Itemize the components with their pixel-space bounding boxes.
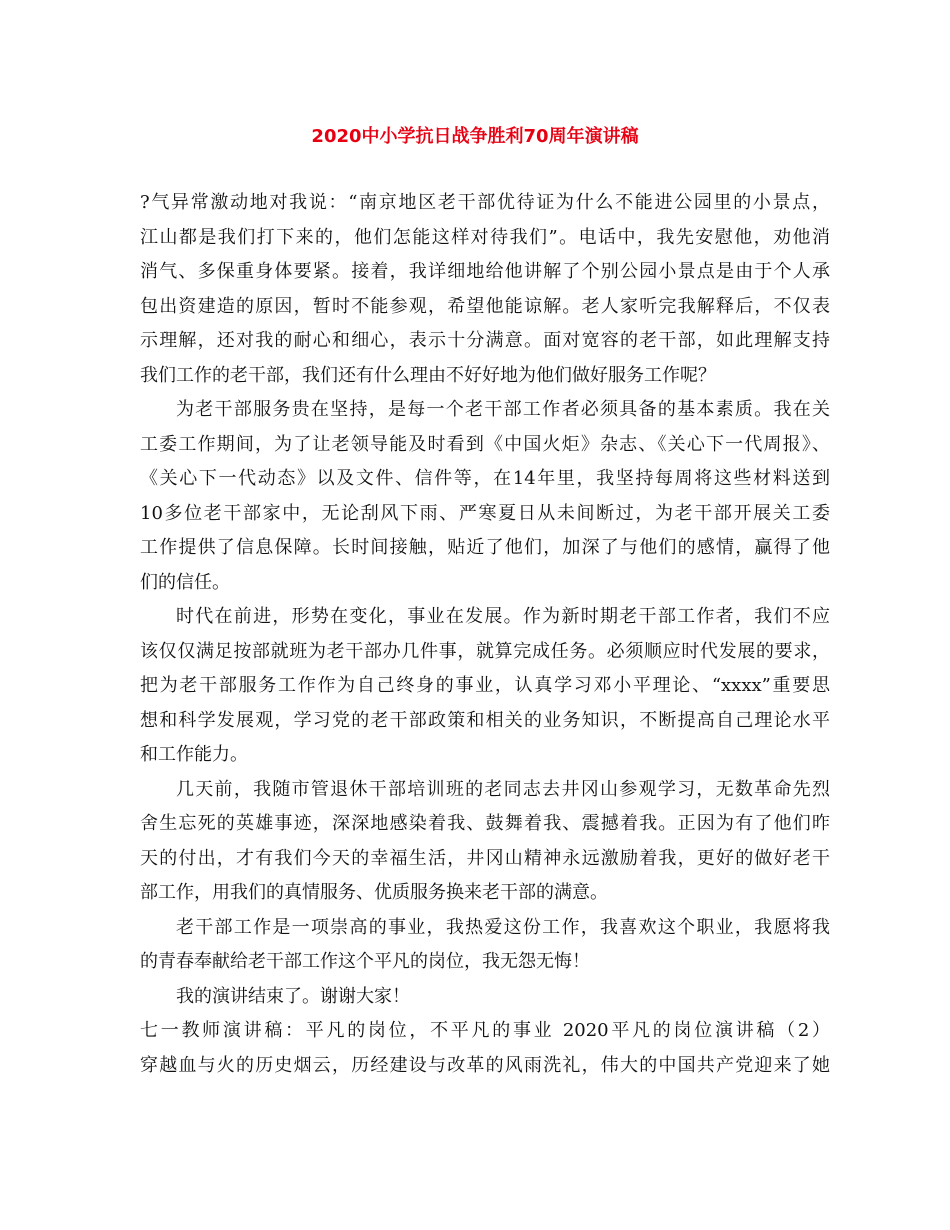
text-line: 10多位老干部家中，无论刮风下雨、严寒夏日从未间断过，为老干部开展关工委 xyxy=(140,502,830,524)
text-line: 穿越血与火的历史烟云，历经建设与改革的风雨洗礼，伟大的中国共产党迎来了她 xyxy=(140,1054,830,1076)
paragraph-first-line: 为老干部服务贵在坚持，是每一个老干部工作者必须具备的基本素质。我在关 xyxy=(176,399,830,420)
text-line: 示理解，还对我的耐心和细心，表示十分满意。面对宽容的老干部，如此理解支持 xyxy=(140,330,830,351)
text-line: 们的信任。 xyxy=(140,571,230,593)
document-body xyxy=(140,186,830,1083)
text-line: 该仅仅满足按部就班为老干部办几件事，就算完成任务。必须顺应时代发展的要求， xyxy=(140,640,830,662)
text-line: 我们工作的老干部，我们还有什么理由不好好地为他们做好服务工作呢？ xyxy=(140,364,716,386)
text-line: 工委工作期间，为了让老领导能及时看到《中国火炬》杂志、《关心下一代周报》、 xyxy=(140,433,830,455)
text-line: 的青春奉献给老干部工作这个平凡的岗位，我无怨无悔！ xyxy=(140,951,590,972)
subheading-line: 七一教师演讲稿：平凡的岗位，不平凡的事业 2020平凡的岗位演讲稿（2） xyxy=(140,1020,830,1041)
paragraph-first-line: 几天前，我随市管退休干部培训班的老同志去井冈山参观学习，无数革命先烈 xyxy=(176,778,830,800)
text-line: 消气、多保重身体要紧。接着，我详细地给他讲解了个别公园小景点是由于个人承 xyxy=(140,261,830,282)
paragraph-first-line: 我的演讲结束了。谢谢大家！ xyxy=(176,985,410,1007)
text-line: 包出资建造的原因，暂时不能参观，希望他能谅解。老人家听完我解释后，不仅表 xyxy=(140,295,830,317)
text-line: 江山都是我们打下来的，他们怎能这样对待我们”。电话中，我先安慰他，劝他消 xyxy=(140,226,830,248)
text-line: 部工作，用我们的真情服务、优质服务换来老干部的满意。 xyxy=(140,882,608,903)
paragraph-first-line: 时代在前进，形势在变化，事业在发展。作为新时期老干部工作者，我们不应 xyxy=(176,606,830,627)
text-line: 舍生忘死的英雄事迹，深深地感染着我、鼓舞着我、震撼着我。正因为有了他们昨 xyxy=(140,813,830,834)
text-line: 想和科学发展观，学习党的老干部政策和相关的业务知识，不断提高自己理论水平 xyxy=(140,709,830,731)
text-line: 工作提供了信息保障。长时间接触，贴近了他们，加深了与他们的感情，赢得了他 xyxy=(140,537,830,558)
text-line: 《关心下一代动态》以及文件、信件等，在14年里，我坚持每周将这些材料送到 xyxy=(140,468,830,489)
text-line: 和工作能力。 xyxy=(140,744,248,765)
text-line: ?气异常激动地对我说：“南京地区老干部优待证为什么不能进公园里的小景点， xyxy=(140,192,830,213)
paragraph-first-line: 老干部工作是一项崇高的事业，我热爱这份工作，我喜欢这个职业，我愿将我 xyxy=(176,916,830,938)
text-line: 把为老干部服务工作作为自己终身的事业，认真学习邓小平理论、“xxxx”重要思 xyxy=(140,675,830,696)
document-title: 2020中小学抗日战争胜利70周年演讲稿 xyxy=(311,126,639,147)
text-line: 天的付出，才有我们今天的幸福生活，井冈山精神永远激励着我，更好的做好老干 xyxy=(140,847,830,869)
